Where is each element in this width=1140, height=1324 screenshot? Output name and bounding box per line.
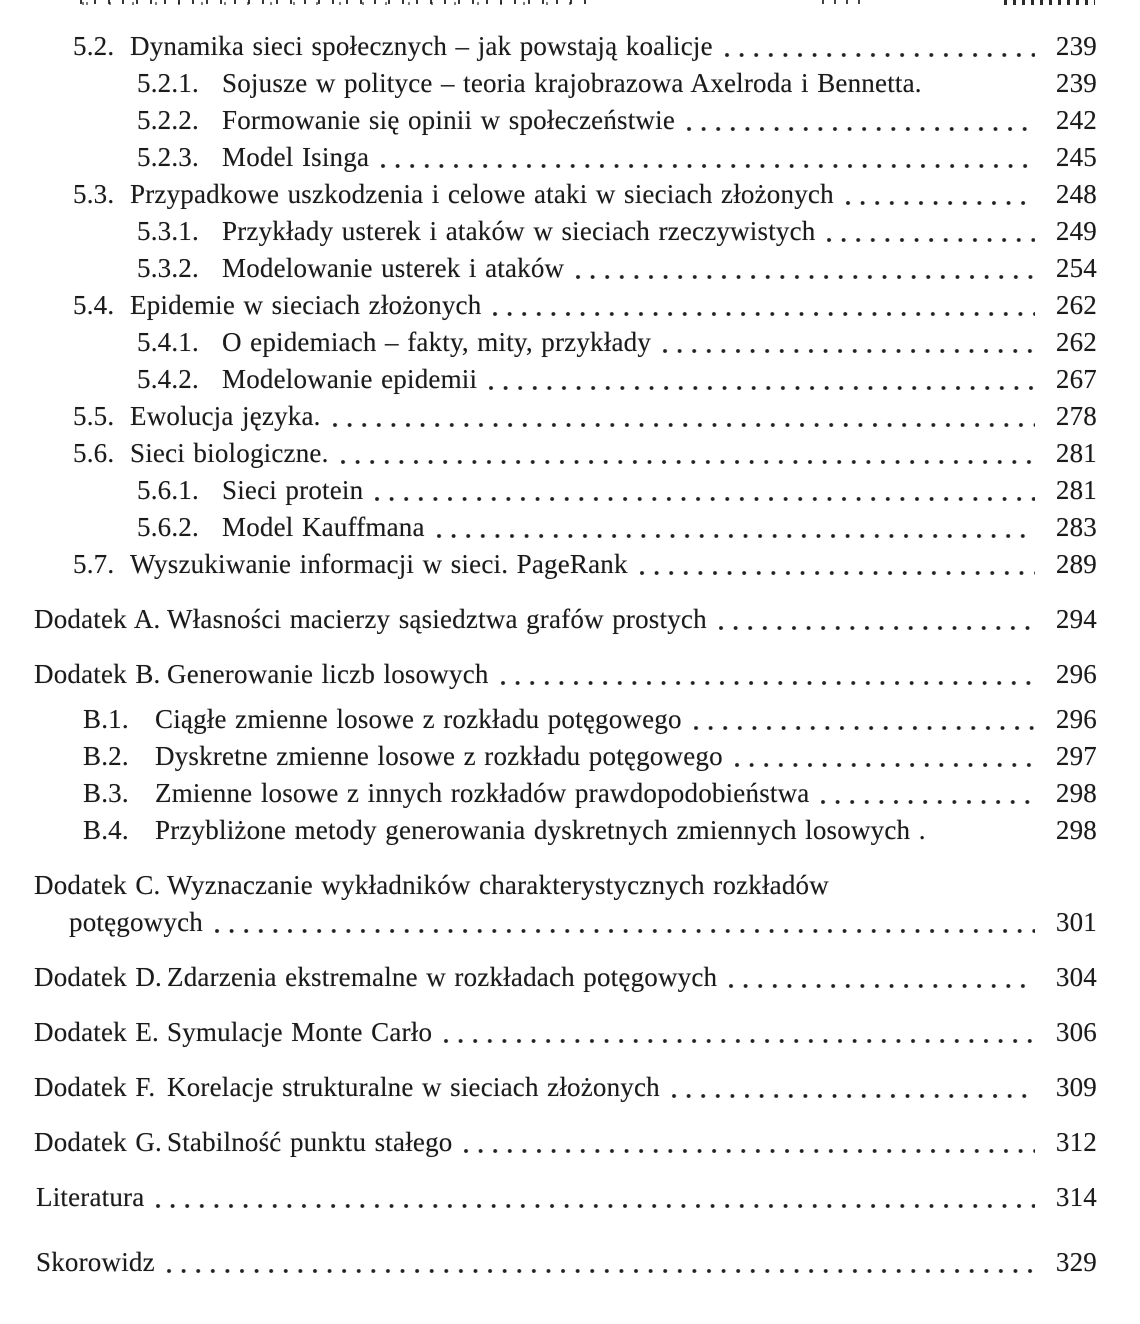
- entry-title: Przybliżone metody generowania dyskretnych zmiennych losowych .: [155, 815, 926, 845]
- entry-title: Dynamika sieci społecznych – jak powstają koalicje: [130, 31, 713, 61]
- entry-title: Skorowidz: [36, 1247, 155, 1277]
- dot-leader: [444, 1039, 1035, 1043]
- entry-number: 5.4.: [73, 290, 115, 320]
- dot-leader: [687, 127, 1035, 131]
- entry-number: Dodatek G.: [34, 1127, 162, 1157]
- entry-page: 294: [1055, 604, 1097, 634]
- toc-entry: [73, 28, 1097, 65]
- entry-number: 5.6.: [73, 438, 115, 468]
- entry-title: Sojusze w polityce – teoria krajobrazowa Axelroda i Bennetta.: [222, 68, 922, 98]
- entry-number: 5.2.1.: [137, 68, 199, 98]
- entry-title: Ewolucja języka.: [130, 401, 321, 431]
- entry-number: B.3.: [83, 778, 129, 808]
- toc-entry: [34, 656, 1097, 693]
- toc-entry: [73, 398, 1097, 435]
- entry-title: Symulacje Monte Carło: [167, 1017, 433, 1047]
- entry-number: 5.2.2.: [137, 105, 199, 135]
- toc-entry: [73, 435, 1097, 472]
- entry-title: Ciągłe zmienne losowe z rozkładu potęgowego: [155, 704, 682, 734]
- dot-leader: [493, 312, 1035, 316]
- entry-number: Dodatek F.: [34, 1072, 156, 1102]
- entry-page: 314: [1055, 1182, 1097, 1212]
- dot-leader: [333, 423, 1035, 427]
- entry-number: Dodatek A.: [34, 604, 161, 634]
- entry-page: 281: [1055, 438, 1097, 468]
- dot-leader: [576, 275, 1035, 279]
- entry-number: 5.4.1.: [137, 327, 199, 357]
- entry-number: 5.3.2.: [137, 253, 199, 283]
- toc-entry: [34, 867, 1097, 904]
- entry-page: 262: [1055, 290, 1097, 320]
- dot-leader: [725, 53, 1035, 57]
- entry-number: 5.5.: [73, 401, 115, 431]
- dot-leader: [694, 726, 1035, 730]
- dot-leader: [640, 571, 1035, 575]
- dot-leader: [672, 1094, 1035, 1098]
- toc-entry: [137, 472, 1097, 509]
- entry-number: Dodatek E.: [34, 1017, 159, 1047]
- dot-leader: [827, 238, 1035, 242]
- entry-number: Dodatek B.: [34, 659, 161, 689]
- entry-number: 5.6.2.: [137, 512, 199, 542]
- entry-title: Modelowanie usterek i ataków: [222, 253, 565, 283]
- entry-title: Własności macierzy sąsiedztwa grafów prostych: [167, 604, 707, 634]
- entry-number: 5.6.1.: [137, 475, 199, 505]
- entry-page: 249: [1055, 216, 1097, 246]
- entry-title: Generowanie liczb losowych: [167, 659, 489, 689]
- entry-number: Dodatek D.: [34, 962, 162, 992]
- toc-entry: [137, 509, 1097, 546]
- dot-leader: [501, 681, 1035, 685]
- entry-page: 239: [1055, 31, 1097, 61]
- entry-page: 298: [1055, 815, 1097, 845]
- toc-list: [34, 28, 1097, 1281]
- entry-title: Wyznaczanie wykładników charakterystycznych rozkładów: [167, 870, 829, 900]
- entry-title: Dyskretne zmienne losowe z rozkładu potęgowego: [155, 741, 723, 771]
- entry-title: Formowanie się opinii w społeczeństwie: [222, 105, 676, 135]
- toc-entry: [34, 1014, 1097, 1051]
- entry-page: 281: [1055, 475, 1097, 505]
- entry-title: Model Isinga: [222, 142, 370, 172]
- entry-page: 245: [1055, 142, 1097, 172]
- entry-page: 262: [1055, 327, 1097, 357]
- dot-leader: [719, 626, 1035, 630]
- entry-title: O epidemiach – fakty, mity, przykłady: [222, 327, 652, 357]
- entry-title: Zmienne losowe z innych rozkładów prawdopodobieństwa: [155, 778, 810, 808]
- dot-leader: [437, 534, 1035, 538]
- dot-leader: [729, 984, 1035, 988]
- toc-entry: [137, 361, 1097, 398]
- dot-leader: [735, 763, 1035, 767]
- toc-entry: [137, 102, 1097, 139]
- entry-title: Stabilność punktu stałego: [167, 1127, 453, 1157]
- entry-page: 312: [1055, 1127, 1097, 1157]
- entry-title: Zdarzenia ekstremalne w rozkładach potęgowych: [167, 962, 718, 992]
- dot-leader: [375, 497, 1035, 501]
- entry-number: B.2.: [83, 741, 129, 771]
- entry-title: Przykłady usterek i ataków w sieciach rzeczywistych: [222, 216, 816, 246]
- entry-number: B.4.: [83, 815, 129, 845]
- dot-leader: [381, 164, 1035, 168]
- entry-page: 283: [1055, 512, 1097, 542]
- clipped-page-number-fragment: [1004, 0, 1095, 5]
- entry-page: 296: [1055, 659, 1097, 689]
- entry-page: 278: [1055, 401, 1097, 431]
- entry-title: Modelowanie epidemii: [222, 364, 478, 394]
- entry-number: 5.2.: [73, 31, 115, 61]
- entry-number: 5.4.2.: [137, 364, 199, 394]
- entry-title: potęgowych: [69, 907, 203, 937]
- toc-entry: [73, 176, 1097, 213]
- dot-leader: [167, 1269, 1035, 1273]
- entry-page: 306: [1055, 1017, 1097, 1047]
- entry-page: 239: [1055, 68, 1097, 98]
- entry-page: 301: [1055, 907, 1097, 937]
- entry-page: 329: [1055, 1247, 1097, 1277]
- entry-number: B.1.: [83, 704, 129, 734]
- entry-page: 297: [1055, 741, 1097, 771]
- clipped-text-fragment: [80, 0, 590, 5]
- entry-page: 254: [1055, 253, 1097, 283]
- entry-title: Model Kauffmana: [222, 512, 425, 542]
- toc-entry: [34, 959, 1097, 996]
- clipped-previous-line-fragment: [75, 0, 1095, 7]
- toc-entry: [137, 250, 1097, 287]
- toc-entry: [137, 65, 1097, 102]
- entry-title: Sieci protein: [222, 475, 364, 505]
- toc-entry: [83, 701, 1097, 738]
- dot-leader: [663, 349, 1035, 353]
- toc-entry: [34, 1069, 1097, 1106]
- dot-leader: [821, 800, 1035, 804]
- entry-title: Sieci biologiczne.: [130, 438, 329, 468]
- entry-number: 5.2.3.: [137, 142, 199, 172]
- entry-title: Przypadkowe uszkodzenia i celowe ataki w sieciach złożonych: [130, 179, 834, 209]
- toc-entry: [137, 139, 1097, 176]
- toc-entry: [83, 738, 1097, 775]
- clipped-dot-leader-fragment: [822, 0, 867, 5]
- toc-entry: [137, 324, 1097, 361]
- dot-leader: [156, 1204, 1035, 1208]
- toc-entry: [34, 601, 1097, 638]
- toc-entry: [73, 546, 1097, 583]
- entry-number: 5.3.: [73, 179, 115, 209]
- toc-entry: [36, 1244, 1097, 1281]
- entry-number: Dodatek C.: [34, 870, 161, 900]
- toc-entry: [83, 775, 1097, 812]
- entry-page: 289: [1055, 549, 1097, 579]
- entry-page: 309: [1055, 1072, 1097, 1102]
- toc-entry: [34, 1124, 1097, 1161]
- toc-entry: [69, 904, 1097, 941]
- toc-entry: [36, 1179, 1097, 1216]
- entry-title: Literatura: [36, 1182, 145, 1212]
- entry-title: Epidemie w sieciach złożonych: [130, 290, 482, 320]
- entry-title: Wyszukiwanie informacji w sieci. PageRank: [130, 549, 628, 579]
- entry-title: Korelacje strukturalne w sieciach złożonych: [167, 1072, 660, 1102]
- toc-entry: [73, 287, 1097, 324]
- entry-page: 267: [1055, 364, 1097, 394]
- entry-page: 296: [1055, 704, 1097, 734]
- entry-number: 5.7.: [73, 549, 115, 579]
- entry-page: 242: [1055, 105, 1097, 135]
- entry-page: 248: [1055, 179, 1097, 209]
- toc-entry: [83, 812, 1097, 849]
- dot-leader: [215, 929, 1035, 933]
- dot-leader: [341, 460, 1035, 464]
- dot-leader: [846, 201, 1035, 205]
- entry-page: 298: [1055, 778, 1097, 808]
- toc-entry: [137, 213, 1097, 250]
- dot-leader: [464, 1149, 1035, 1153]
- dot-leader: [489, 386, 1035, 390]
- entry-number: 5.3.1.: [137, 216, 199, 246]
- entry-page: 304: [1055, 962, 1097, 992]
